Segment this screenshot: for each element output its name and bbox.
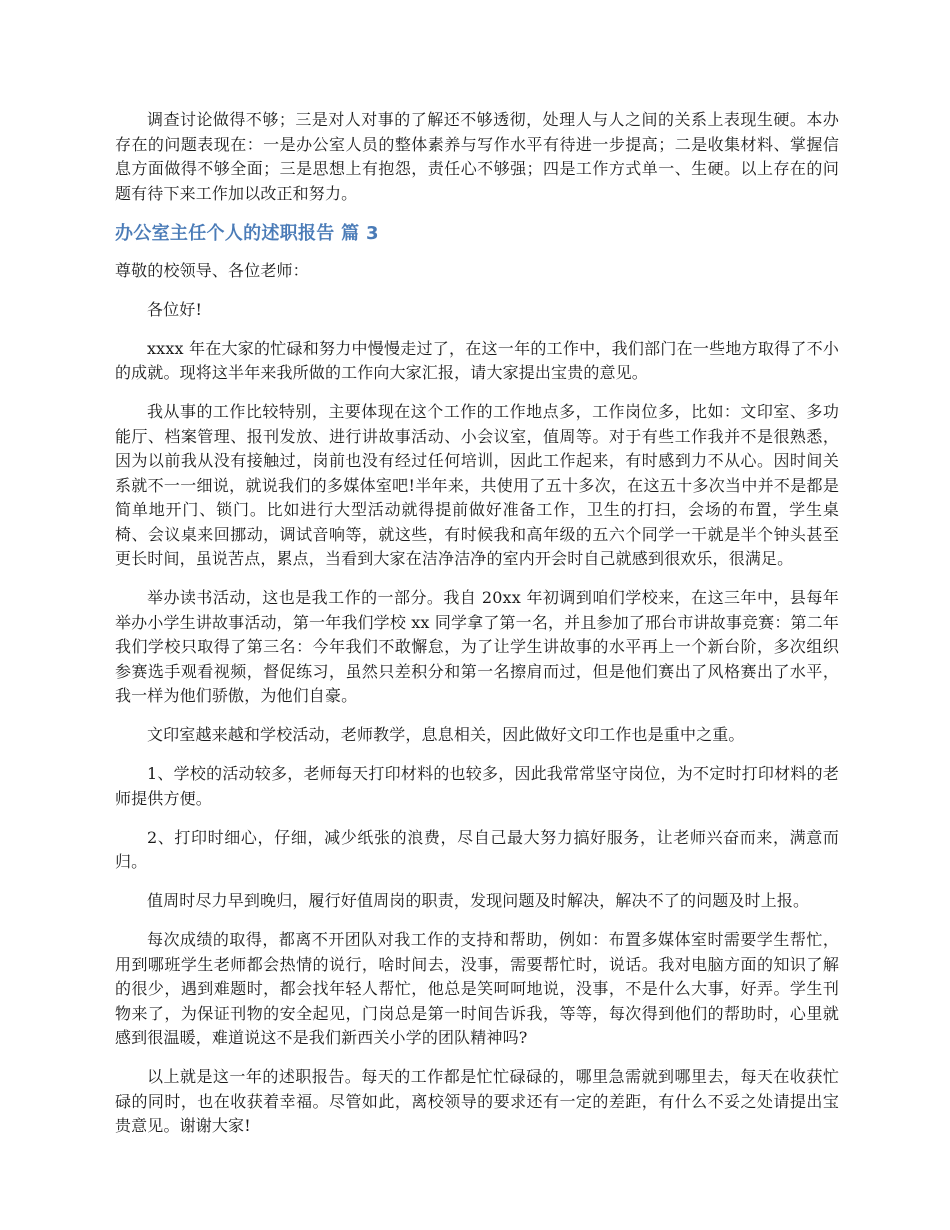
paragraph: 我从事的工作比较特别，主要体现在这个工作的工作地点多，工作岗位多，比如：文印室、多功能厅、档案管理、报刊发放、进行讲故事活动、小会议室，值周等。对于有些工作我并不是很熟悉，因为以前我从没有接触过，岗前也没有经过任何培训，因此工作起来，有时感到力不从心。因时间关系就不一一细说，就说我们的多媒体室吧!半年来，共使用了五十多次，在这五十多次当中并不是都是简单地开门、锁门。比如进行大型活动就得提前做好准备工作，卫生的打扫，会场的布置，学生桌椅、会议桌来回挪动，调试音响等，就这些，有时候我和高年级的五六个同学一干就是半个钟头甚至更长时间，虽说苦点，累点，当看到大家在洁净洁净的室内开会时自己就感到很欢乐，很满足。: [115, 402, 839, 568]
paragraph: 值周时尽力早到晚归，履行好值周岗的职责，发现问题及时解决，解决不了的问题及时上报。: [147, 891, 810, 910]
intro-paragraph: 调查讨论做得不够；三是对人对事的了解还不够透彻，处理人与人之间的关系上表现生硬。本办存在的问题表现在：一是办公室人员的整体素养与写作水平有待进一步提高；二是收集材料、掌握信息方面做得不够全面；三是思想上有抱怨，责任心不够强；四是工作方式单一、生硬。以上存在的问题有待下来工作加以改正和努力。: [115, 110, 839, 203]
paragraph: 1、学校的活动较多，老师每天打印材料的也较多，因此我常常坚守岗位，为不定时打印材料的老师提供方便。: [115, 764, 839, 808]
salutation: 尊敬的校领导、各位老师：: [115, 260, 309, 280]
paragraph: 以上就是这一年的述职报告。每天的工作都是忙忙碌碌的，哪里急需就到哪里去，每天在收获忙碌的同时，也在收获着幸福。尽管如此，离校领导的要求还有一定的差距，有什么不妥之处请提出宝贵意见。谢谢大家!: [115, 1067, 839, 1135]
greeting: 各位好!: [147, 299, 203, 319]
paragraph: xxxx 年在大家的忙碌和努力中慢慢走过了，在这一年的工作中，我们部门在一些地方取得了不小的成就。现将这半年来我所做的工作向大家汇报，请大家提出宝贵的意见。: [115, 338, 839, 382]
paragraph: 举办读书活动，这也是我工作的一部分。我自 20xx 年初调到咱们学校来，在这三年中，县每年举办小学生讲故事活动，第一年我们学校 xx 同学拿了第一名，并且参加了邢台市讲故事竞赛：第二年我们学校只取得了第三名：今年我们不敢懈怠，为了让学生讲故事的水平再上一个新台阶，多次组织参赛选手观看视频，督促练习，虽然只差积分和第一名擦肩而过，但是他们赛出了风格赛出了水平，我一样为他们骄傲，为他们自豪。: [115, 588, 839, 705]
document-body: [115, 108, 839, 1153]
section-title: 办公室主任个人的述职报告 篇 3: [115, 222, 379, 244]
paragraph: 文印室越来越和学校活动，老师教学，息息相关，因此做好文印工作也是重中之重。: [147, 725, 745, 744]
paragraph: 2、打印时细心，仔细，减少纸张的浪费，尽自己最大努力搞好服务，让老师兴奋而来，满意而归。: [115, 827, 839, 871]
paragraph: 每次成绩的取得，都离不开团队对我工作的支持和帮助，例如：布置多媒体室时需要学生帮忙，用到哪班学生老师都会热情的说行，啥时间去，没事，需要帮忙时，说话。我对电脑方面的知识了解的很少，遇到难题时，都会找年轻人帮忙，他总是笑呵呵地说，没事，不是什么大事，好弄。学生刊物来了，为保证刊物的安全起见，门岗总是第一时间告诉我，等等，每次得到他们的帮助时，心里就感到很温暖，难道说这不是我们新西关小学的团队精神吗?: [115, 930, 839, 1047]
